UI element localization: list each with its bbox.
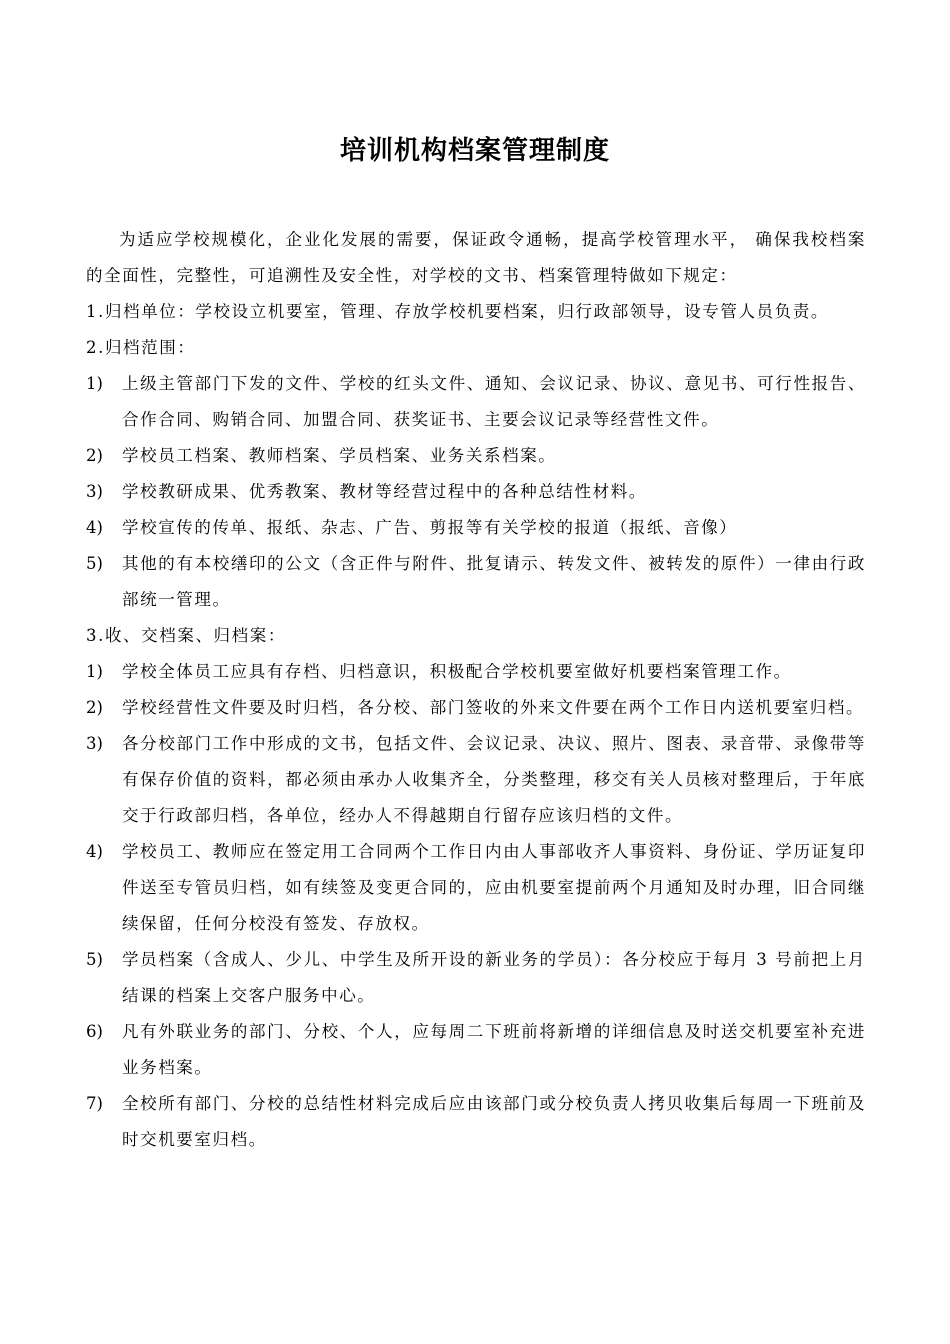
list-item-text: 全校所有部门、分校的总结性材料完成后应由该部门或分校负责人拷贝收集后每周一下班前及时交机要室归档。	[122, 1094, 866, 1149]
list-item-text: 其他的有本校缮印的公文（含正件与附件、批复请示、转发文件、被转发的原件）一律由行政部统一管理。	[122, 554, 866, 609]
list-item	[86, 834, 866, 942]
list-item	[86, 942, 866, 1014]
list-item-number: 3)	[86, 734, 103, 753]
list-item	[86, 1014, 866, 1086]
list-item-text: 学校经营性文件要及时归档，各分校、部门签收的外来文件要在两个工作日内送机要室归档。	[122, 698, 865, 717]
list-item	[86, 726, 866, 834]
list-item	[86, 546, 866, 618]
list-item	[86, 474, 866, 510]
document-title: 培训机构档案管理制度	[339, 136, 610, 166]
list-item-number: 5)	[86, 554, 103, 573]
document-body	[86, 222, 866, 1158]
list-item	[86, 690, 866, 726]
list-item	[86, 1086, 866, 1158]
list-item-text: 学校员工、教师应在签定用工合同两个工作日内由人事部收齐人事资料、身份证、学历证复印件送至专管员归档，如有续签及变更合同的，应由机要室提前两个月通知及时办理，旧合同继续保留，任何分校没有签发、存放权。	[122, 842, 866, 933]
list-item	[86, 510, 866, 546]
list-item-number: 1)	[86, 662, 103, 681]
list-item-number: 3)	[86, 482, 103, 501]
list-item-number: 1)	[86, 374, 103, 393]
list-item	[86, 654, 866, 690]
list-item	[86, 438, 866, 474]
intro-paragraph: 为适应学校规模化，企业化发展的需要，保证政令通畅，提高学校管理水平， 确保我校档案的全面性，完整性，可追溯性及安全性，对学校的文书、档案管理特做如下规定：	[86, 230, 866, 285]
section-3-heading: 3.收、交档案、归档案：	[86, 626, 286, 645]
section-2-heading: 2.归档范围：	[86, 338, 196, 357]
list-item-text: 凡有外联业务的部门、分校、个人，应每周二下班前将新增的详细信息及时送交机要室补充进业务档案。	[122, 1022, 866, 1077]
list-item-text: 学校教研成果、优秀教案、教材等经营过程中的各种总结性材料。	[122, 482, 647, 501]
list-item-text: 学员档案（含成人、少儿、中学生及所开设的新业务的学员）：各分校应于每月 3 号前把上月结课的档案上交客户服务中心。	[122, 950, 866, 1005]
list-item-number: 2)	[86, 446, 103, 465]
section-1-text: 1.归档单位：学校设立机要室，管理、存放学校机要档案，归行政部领导，设专管人员负责。	[86, 302, 829, 321]
list-item-text: 各分校部门工作中形成的文书，包括文件、会议记录、决议、照片、图表、录音带、录像带等有保存价值的资料，都必须由承办人收集齐全，分类整理，移交有关人员核对整理后，于年底交于行政部归档，各单位，经办人不得越期自行留存应该归档的文件。	[122, 734, 866, 825]
list-item	[86, 366, 866, 438]
list-item-text: 上级主管部门下发的文件、学校的红头文件、通知、会议记录、协议、意见书、可行性报告、合作合同、购销合同、加盟合同、获奖证书、主要会议记录等经营性文件。	[122, 374, 866, 429]
list-item-text: 学校员工档案、教师档案、学员档案、业务关系档案。	[122, 446, 557, 465]
list-item-number: 4)	[86, 842, 103, 861]
list-item-number: 4)	[86, 518, 103, 537]
list-item-text: 学校宣传的传单、报纸、杂志、广告、剪报等有关学校的报道（报纸、音像）	[122, 518, 738, 537]
list-item-number: 5)	[86, 950, 103, 969]
list-item-number: 6)	[86, 1022, 103, 1041]
list-item-number: 2)	[86, 698, 103, 717]
list-item-text: 学校全体员工应具有存档、归档意识，积极配合学校机要室做好机要档案管理工作。	[122, 662, 792, 681]
list-item-number: 7)	[86, 1094, 103, 1113]
